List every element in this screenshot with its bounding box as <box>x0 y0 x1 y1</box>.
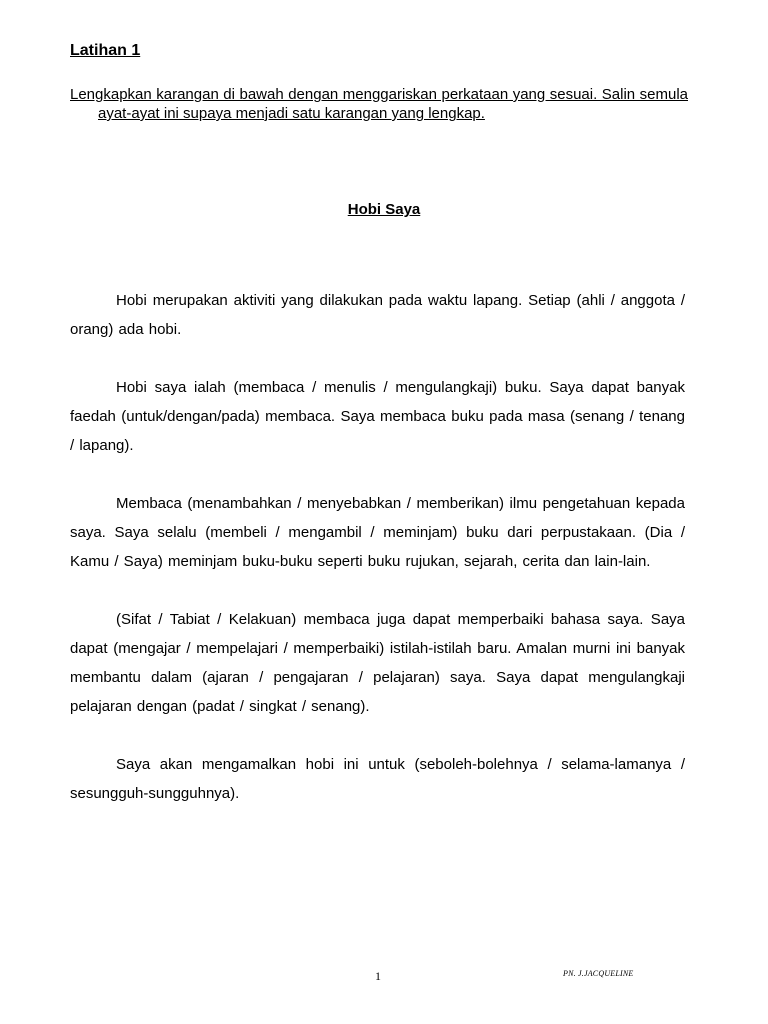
exercise-title: Latihan 1 <box>70 42 141 59</box>
essay-title: Hobi Saya <box>347 201 421 218</box>
author-credit: PN. J.JACQUELINE <box>563 969 634 978</box>
page-number: 1 <box>375 969 381 983</box>
essay-paragraph-2: Hobi saya ialah (membaca / menulis / mengulangkaji) buku. Saya dapat banyak faedah (untuk/dengan/pada) membaca. Saya membaca buku pada masa (senang / tenang / lapang). <box>70 379 685 454</box>
essay-body <box>70 286 685 837</box>
instructions-text: Lengkapkan karangan di bawah dengan menggariskan perkataan yang sesuai. Salin semula ayat-ayat ini supaya menjadi satu karangan yang lengkap. <box>70 86 688 122</box>
essay-paragraph-5: Saya akan mengamalkan hobi ini untuk (seboleh-bolehnya / selama-lamanya / sesungguh-sungguhnya). <box>70 756 685 802</box>
essay-paragraph-1: Hobi merupakan aktiviti yang dilakukan pada waktu lapang. Setiap (ahli / anggota / orang) ada hobi. <box>70 292 685 338</box>
essay-paragraph-3: Membaca (menambahkan / menyebabkan / memberikan) ilmu pengetahuan kepada saya. Saya selalu (membeli / mengambil / meminjam) buku dari perpustakaan. (Dia / Kamu / Saya) meminjam buku-buku seperti buku rujukan, sejarah, cerita dan lain-lain. <box>70 495 685 570</box>
essay-paragraph-4: (Sifat / Tabiat / Kelakuan) membaca juga dapat memperbaiki bahasa saya. Saya dapat (mengajar / mempelajari / memperbaiki) istilah-istilah baru. Amalan murni ini banyak membantu dalam (ajaran / pengajaran / pelajaran) saya. Saya dapat mengulangkaji pelajaran dengan (padat / singkat / senang). <box>70 611 685 715</box>
